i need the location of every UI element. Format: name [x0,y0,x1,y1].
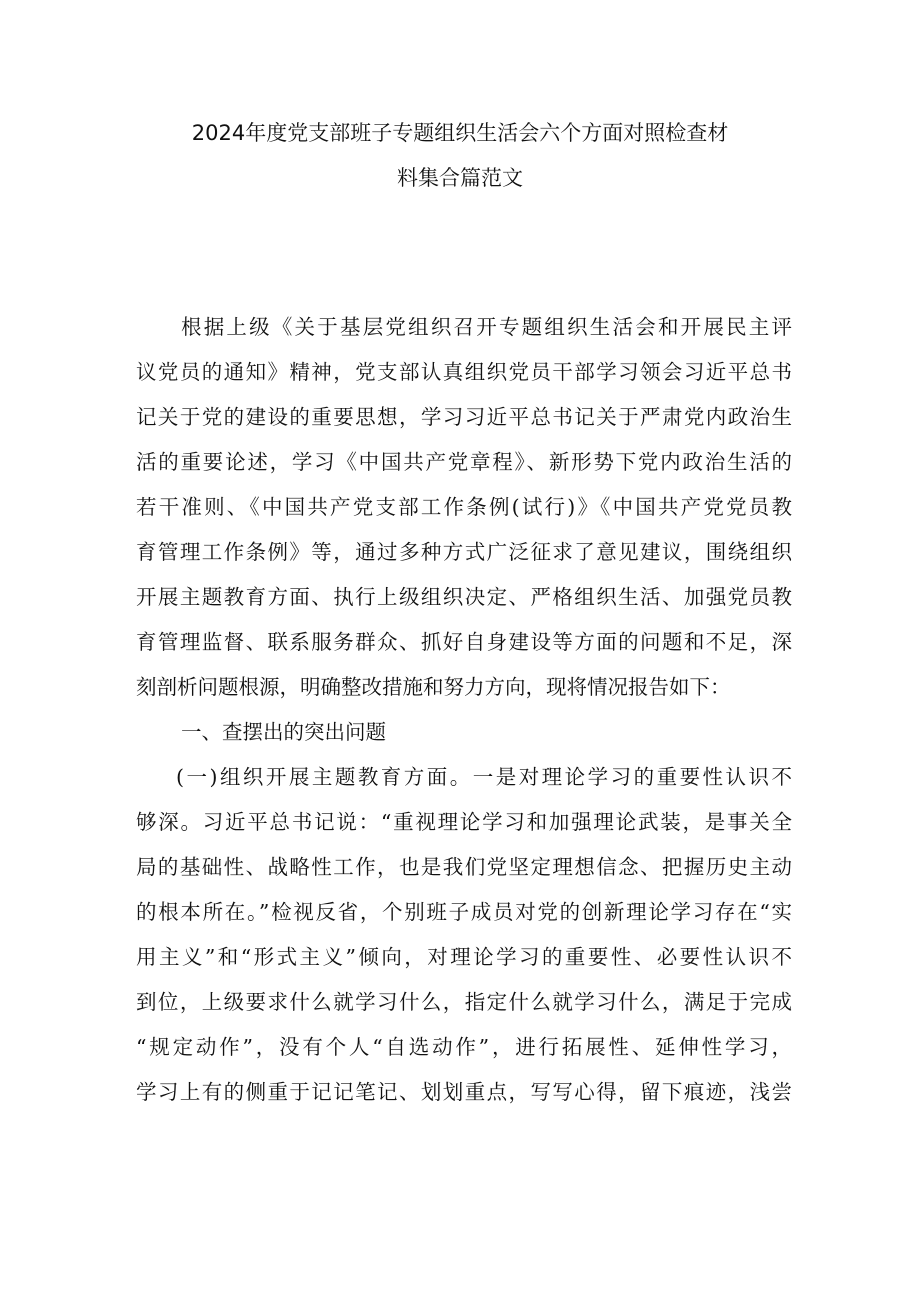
section-heading [136,710,792,755]
title-line: 2024年度党支部班子专题组织生活会六个方面对照检查材 [191,121,729,145]
paragraph-line: 育管理监督、联系服务群众、抓好自身建设等方面的问题和不足，深 [136,630,792,654]
paragraph-line: 活的重要论述，学习《中国共产党章程》、新形势下党内政治生活的 [136,450,792,474]
paragraph-line: 刻剖析问题根源，明确整改措施和努力方向，现将情况报告如下： [136,675,731,699]
paragraph-line: “规定动作”，没有个人“自选动作”，进行拓展性、延伸性学习， [136,1035,792,1059]
paragraph-line: 开展主题教育方面、执行上级组织决定、严格组织生活、加强党员教 [136,585,792,609]
paragraph-line: 若干准则、《中国共产党支部工作条例(试行)》《中国共产党党员教 [136,495,792,519]
paragraph-line: (一)组织开展主题教育方面。一是对理论学习的重要性认识不 [176,765,792,789]
paragraph-line: 用主义”和“形式主义”倾向，对理论学习的重要性、必要性认识不 [136,945,792,969]
paragraph-line: 到位，上级要求什么就学习什么，指定什么就学习什么，满足于完成 [136,990,792,1014]
document-body [136,305,792,1115]
paragraph-line: 议党员的通知》精神，党支部认真组织党员干部学习领会习近平总书 [136,360,792,384]
paragraph-line: 学习上有的侧重于记记笔记、划划重点，写写心得，留下痕迹，浅尝 [136,1080,792,1104]
paragraph-line: 根据上级《关于基层党组织召开专题组织生活会和开展民主评 [181,315,792,339]
intro-paragraph [136,305,792,710]
paragraph-line: 局的基础性、战略性工作，也是我们党坚定理想信念、把握历史主动 [136,855,792,879]
section-heading-text: 一、查摆出的突出问题 [181,720,386,744]
paragraph-line: 育管理工作条例》等，通过多种方式广泛征求了意见建议，围绕组织 [136,540,792,564]
document-title [100,111,820,201]
section-paragraph [136,755,792,1115]
paragraph-line: 的根本所在。”检视反省，个别班子成员对党的创新理论学习存在“实 [136,900,792,924]
paragraph-line: 够深。习近平总书记说：“重视理论学习和加强理论武装，是事关全 [136,810,792,834]
title-line: 料集合篇范文 [397,166,523,190]
paragraph-line: 记关于党的建设的重要思想，学习习近平总书记关于严肃党内政治生 [136,405,792,429]
